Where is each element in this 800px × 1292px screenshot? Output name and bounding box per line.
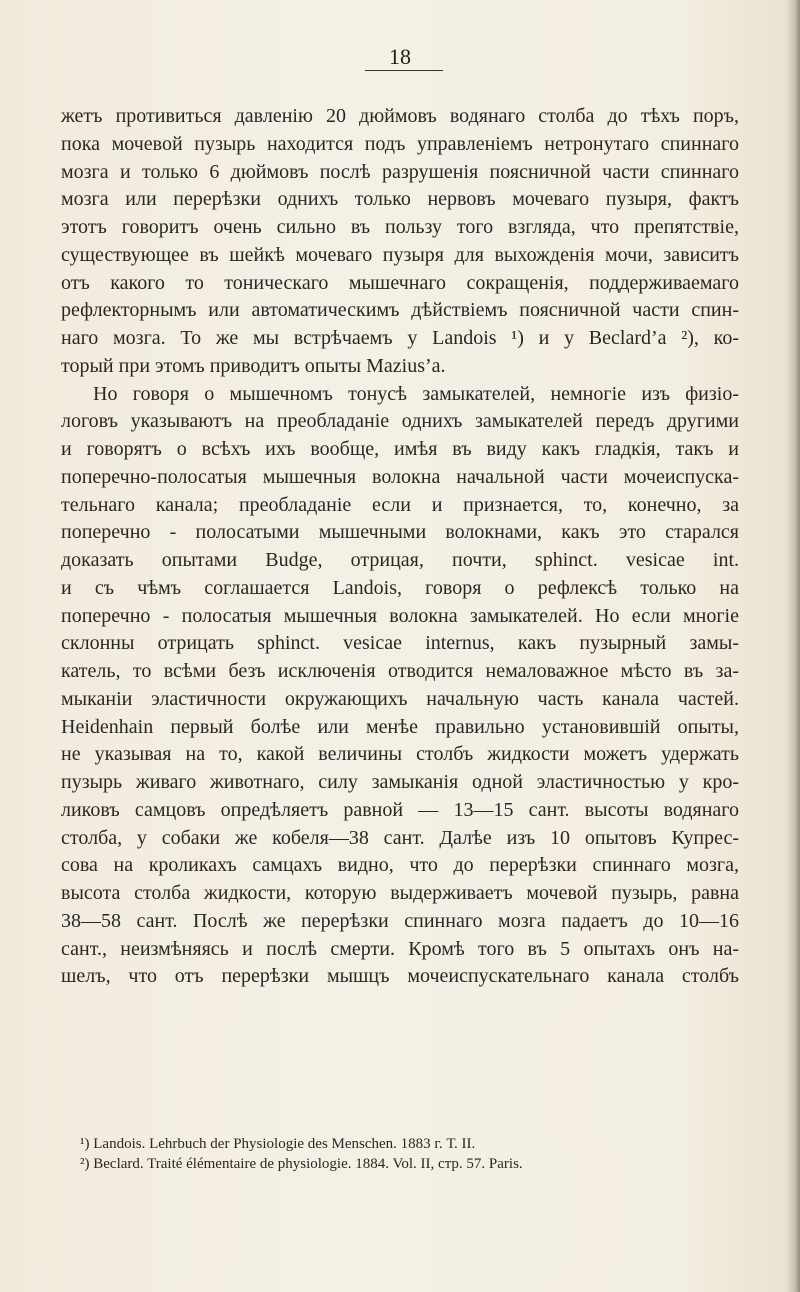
- text-line: сант., неизмѣняясь и послѣ смерти. Кромѣ того въ 5 опытахъ онъ на-: [61, 937, 739, 960]
- text-line: и съ чѣмъ соглашается Landois, говоря о рефлексѣ только на: [61, 576, 739, 599]
- text-line: мозга и только 6 дюймовъ послѣ разрушенія поясничной части спиннаго: [61, 160, 739, 183]
- text-line: торый при этомъ приводитъ опыты Mazius’a.: [61, 354, 446, 377]
- text-line: доказать опытами Budge, отрицая, почти, sphinct. vesicae int.: [61, 549, 739, 571]
- text-line: высота столба жидкости, которую выдерживаетъ мочевой пузырь, равна: [61, 882, 739, 904]
- text-line: мозга или перерѣзки однихъ только нервовъ мочеваго пузыря, фактъ: [61, 188, 739, 211]
- text-line: логовъ указываютъ на преобладаніе однихъ замыкателей передъ другими: [61, 410, 739, 433]
- text-line: этотъ говоритъ очень сильно въ пользу того взгляда, что препятствіе,: [61, 216, 739, 238]
- footnotes: [80, 1134, 740, 1174]
- text-line: и говорятъ о всѣхъ ихъ вообще, имѣя въ виду какъ гладкія, такъ и: [61, 438, 739, 460]
- text-line: сова на кроликахъ самцахъ видно, что до перерѣзки спиннаго мозга,: [61, 854, 739, 877]
- text-line: ликовъ самцовъ опредѣляетъ равной — 13—15 сант. высоты водянаго: [61, 798, 739, 821]
- paragraph-start-line: Но говоря о мышечномъ тонусѣ замыкателей, немногіе изъ физіо-: [93, 382, 739, 405]
- page-number: 18: [389, 44, 411, 69]
- text-line: поперечно-полосатыя мышечныя волокна начальной части мочеиспуска-: [61, 465, 739, 488]
- text-line: столба, у собаки же кобеля—38 сант. Далѣе изъ 10 опытовъ Купрес-: [61, 826, 739, 849]
- page-number-rule: [365, 70, 443, 71]
- text-line: катель, то всѣми безъ исключенія отводится немаловажное мѣсто въ за-: [61, 660, 739, 682]
- text-line: наго мозга. То же мы встрѣчаемъ у Landois ¹) и у Beclard’a ²), ко-: [61, 327, 739, 349]
- text-line: пузырь живаго животнаго, силу замыканія одной эластичностью у кро-: [61, 771, 739, 793]
- text-line: не указывая на то, какой величины столбъ жидкости можетъ удержать: [61, 743, 739, 766]
- body-text: [61, 103, 739, 991]
- text-line: 38—58 сант. Послѣ же перерѣзки спиннаго мозга падаетъ до 10—16: [61, 909, 739, 932]
- text-line: жетъ противиться давленію 20 дюймовъ водянаго столба до тѣхъ поръ,: [61, 105, 739, 127]
- text-line: поперечно - полосатыя мышечныя волокна замыкателей. Но если многіе: [61, 604, 739, 627]
- text-line: мыканіи эластичности окружающихъ начальную часть канала частей.: [61, 687, 739, 710]
- text-line: рефлекторнымъ или автоматическимъ дѣйствіемъ поясничной части спин-: [61, 299, 739, 322]
- text-line: Heidenhain первый болѣе или менѣе правильно установившій опыты,: [61, 715, 739, 738]
- text-line: существующее въ шейкѣ мочеваго пузыря для выхожденія мочи, зависитъ: [61, 243, 739, 266]
- text-line: склонны отрицать sphinct. vesicae internus, какъ пузырный замы-: [61, 632, 739, 655]
- footnote-2: ²) Beclard. Traité élémentaire de physiologie. 1884. Vol. II, стр. 57. Paris.: [80, 1156, 523, 1172]
- text-line: шелъ, что отъ перерѣзки мышцъ мочеиспускательнаго канала столбъ: [61, 965, 739, 988]
- text-line: тельнаго канала; преобладаніе если и признается, то, конечно, за: [61, 493, 739, 516]
- text-line: пока мочевой пузырь находится подъ управленіемъ нетронутаго спиннаго: [61, 132, 739, 155]
- footnote-1: ¹) Landois. Lehrbuch der Physiologie des Menschen. 1883 г. Т. II.: [80, 1136, 476, 1152]
- text-line: отъ какого то тоническаго мышечнаго сокращенія, поддерживаемаго: [61, 271, 739, 294]
- page-edge-shadow: [786, 0, 800, 1292]
- text-line: поперечно - полосатыми мышечными волокнами, какъ это старался: [61, 521, 739, 544]
